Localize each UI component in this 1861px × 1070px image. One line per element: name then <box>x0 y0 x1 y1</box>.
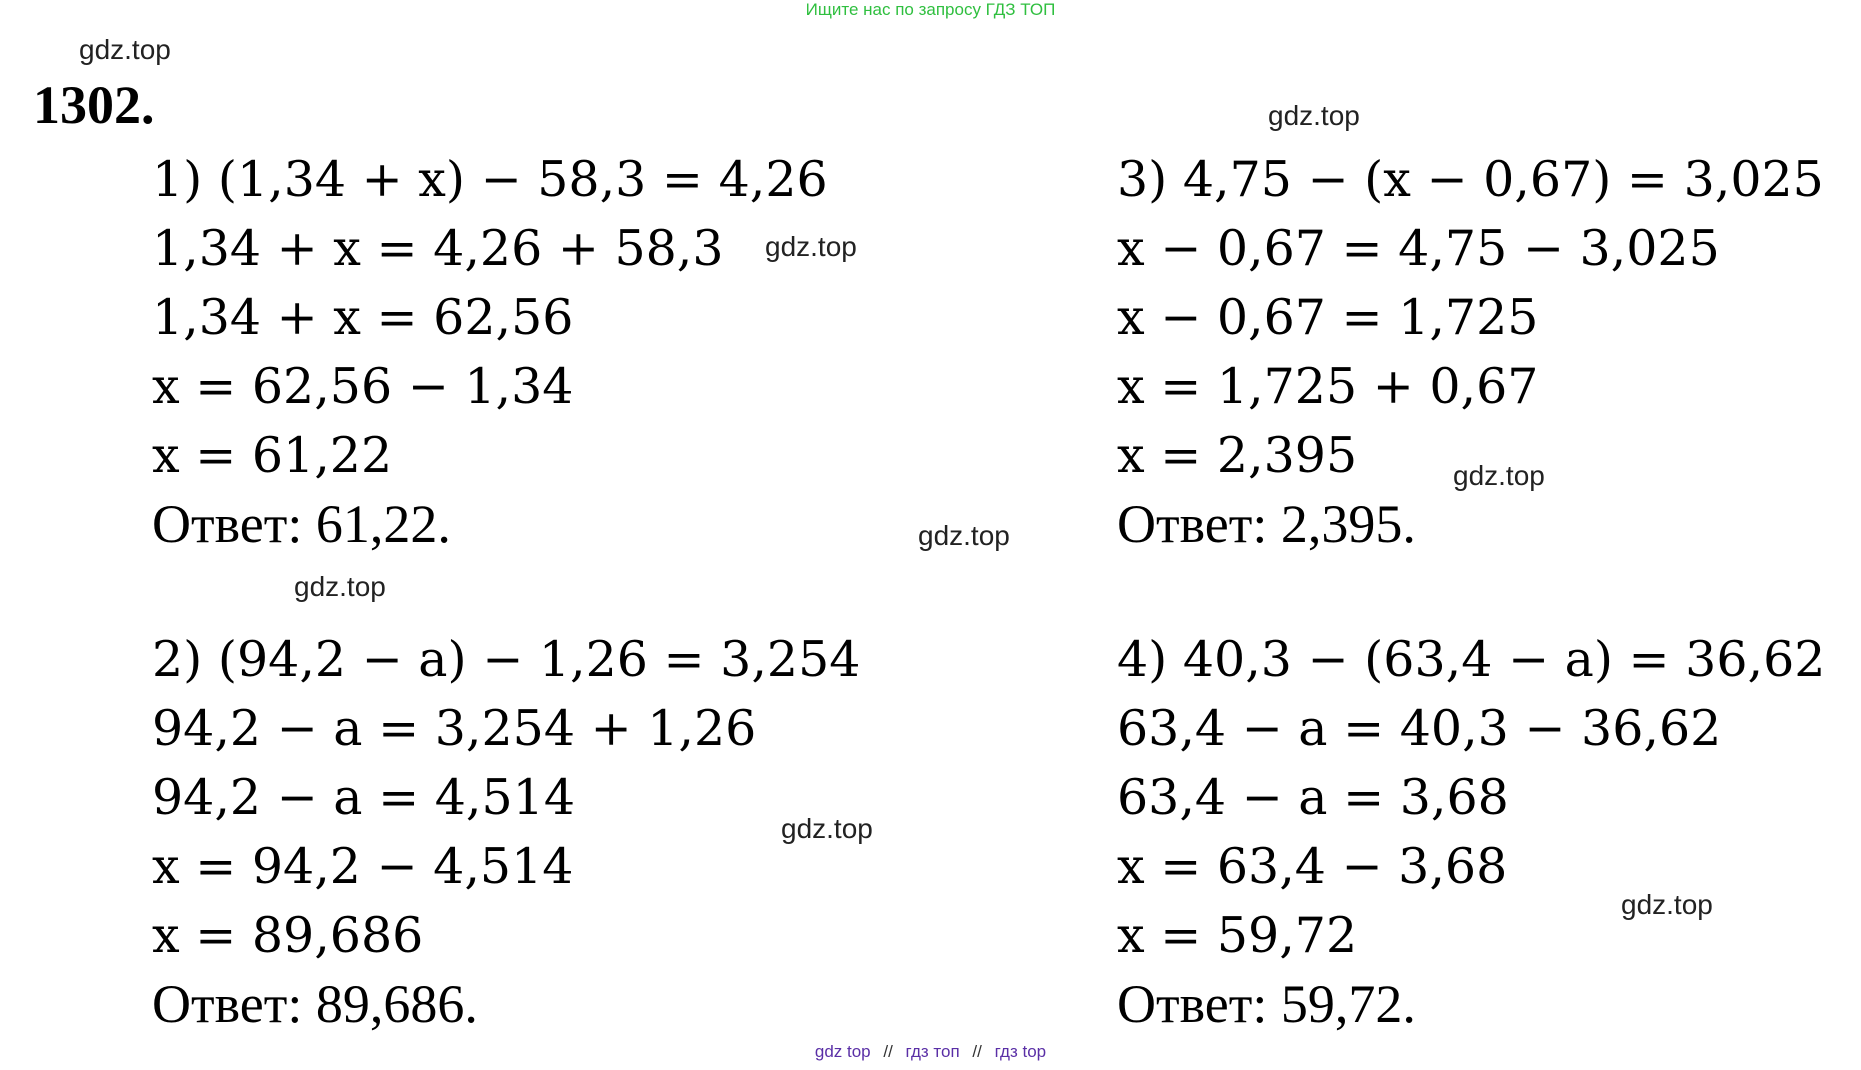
watermark: gdz.top <box>294 571 386 602</box>
watermark: gdz.top <box>1268 100 1360 131</box>
equation-line: 94,2 − a = 3,254 + 1,26 <box>152 700 757 757</box>
equation-line: 3) 4,75 − (x − 0,67) = 3,025 <box>1117 151 1824 208</box>
footer-link[interactable]: гдз топ <box>905 1042 960 1061</box>
equation-line: x = 1,725 + 0,67 <box>1117 358 1539 415</box>
watermark: gdz.top <box>781 813 873 844</box>
answer-line: Ответ: 2,395. <box>1117 494 1416 554</box>
solution-block-2 <box>152 625 860 1039</box>
solution-block-4 <box>1117 625 1825 1039</box>
equation-line: x − 0,67 = 4,75 − 3,025 <box>1117 220 1720 277</box>
equation-line: x = 2,395 <box>1117 427 1358 484</box>
equation-line: x = 62,56 − 1,34 <box>152 358 574 415</box>
equation-line: 1,34 + x = 4,26 + 58,3 <box>152 220 724 277</box>
equation-line: x = 94,2 − 4,514 <box>152 838 574 895</box>
footer-link[interactable]: гдз top <box>994 1042 1047 1061</box>
answer-line: Ответ: 61,22. <box>152 494 451 554</box>
answer-line: Ответ: 59,72. <box>1117 974 1416 1034</box>
answer-line: Ответ: 89,686. <box>152 974 478 1034</box>
solution-block-3 <box>1117 145 1824 559</box>
top-banner: Ищите нас по запросу ГДЗ ТОП <box>805 0 1056 19</box>
equation-line: x = 61,22 <box>152 427 393 484</box>
footer-links <box>0 1042 1861 1062</box>
watermark: gdz.top <box>1621 889 1713 920</box>
equation-line: 94,2 − a = 4,514 <box>152 769 576 826</box>
equation-line: x − 0,67 = 1,725 <box>1117 289 1539 346</box>
footer-link[interactable]: gdz top <box>814 1042 871 1061</box>
equation-line: 63,4 − a = 40,3 − 36,62 <box>1117 700 1722 757</box>
watermark: gdz.top <box>1453 460 1545 491</box>
equation-line: 4) 40,3 − (63,4 − a) = 36,62 <box>1117 631 1826 688</box>
watermark: gdz.top <box>79 34 171 65</box>
equation-line: 2) (94,2 − a) − 1,26 = 3,254 <box>152 631 861 688</box>
problem-number: 1302. <box>33 75 155 135</box>
solution-block-1 <box>152 145 828 559</box>
watermark: gdz.top <box>918 520 1010 551</box>
watermark: gdz.top <box>765 231 857 262</box>
equation-line: x = 89,686 <box>152 907 424 964</box>
footer-separator: // <box>883 1042 893 1061</box>
equation-line: 63,4 − a = 3,68 <box>1117 769 1509 826</box>
equation-line: 1) (1,34 + x) − 58,3 = 4,26 <box>152 151 828 208</box>
equation-line: x = 59,72 <box>1117 907 1358 964</box>
equation-line: 1,34 + x = 62,56 <box>152 289 574 346</box>
equation-line: x = 63,4 − 3,68 <box>1117 838 1508 895</box>
footer-separator: // <box>972 1042 982 1061</box>
